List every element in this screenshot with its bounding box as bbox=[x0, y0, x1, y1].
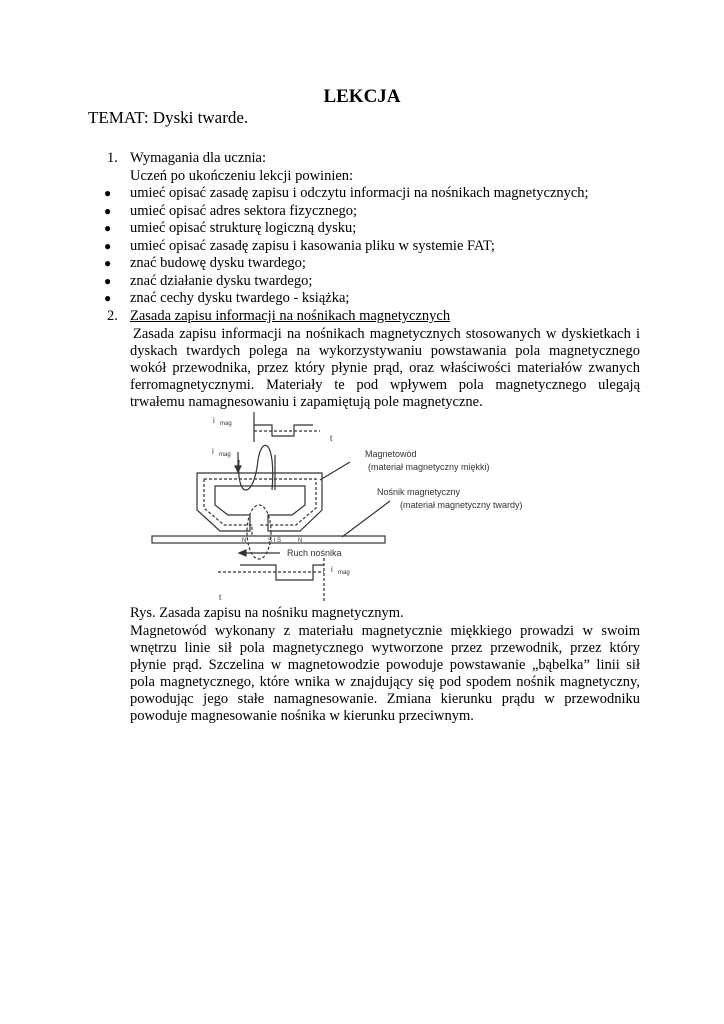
i-label: i bbox=[331, 565, 333, 574]
bullet-icon: ● bbox=[104, 273, 112, 288]
field-bubble bbox=[247, 505, 271, 559]
motion-label: Ruch nośnika bbox=[287, 548, 342, 558]
medium-sublabel: (materiał magnetyczny twardy) bbox=[400, 500, 523, 510]
bullet-icon: ● bbox=[104, 203, 112, 218]
bullet-icon: ● bbox=[104, 221, 112, 235]
pole-label: S I S bbox=[268, 538, 282, 544]
list-item: znać budowę dysku twardego; bbox=[130, 255, 306, 271]
paragraph: Magnetowód wykonany z materiału magnetycznie miękkiego prowadzi w swoim wnętrzu linie sił pola magnetycznego wytworzone przez przewodnik, przez który płynie prąd. Szczelina w magnetowodzie powoduje powstawanie „bąbelka” linii sił pola magnetycznego, które wnika w znajdujący się pod spodem nośnik magnetyczny, powodując jego stałe namagnesowanie. Zmiana kierunku prądu w przewodniku powoduje magnesowanie nośnika w kierunku przeciwnym. bbox=[130, 623, 640, 724]
section-heading: Zasada zapisu informacji na nośnikach magnetycznych bbox=[130, 308, 451, 324]
list-item: znać działanie dysku twardego; bbox=[130, 272, 313, 289]
list-item: umieć opisać adres sektora fizycznego; bbox=[130, 202, 358, 219]
list-number: 1. bbox=[107, 150, 118, 166]
bullet-icon: ● bbox=[104, 291, 112, 305]
list-item: umieć opisać zasadę zapisu i odczytu informacji na nośnikach magnetycznych; bbox=[130, 185, 589, 201]
mag-label: mag bbox=[338, 570, 350, 576]
mag-label: mag bbox=[219, 452, 231, 458]
intro-text: Uczeń po ukończeniu lekcji powinien: bbox=[130, 167, 354, 184]
i-label: i bbox=[212, 447, 214, 456]
bullet-icon: ● bbox=[104, 186, 112, 200]
list-item: umieć opisać zasadę zapisu i kasowania pliku w systemie FAT; bbox=[130, 237, 495, 254]
page-title: LEKCJA bbox=[323, 86, 401, 107]
paragraph: Zasada zapisu informacji na nośnikach magnetycznych stosowanych w dyskietkach i dyskach twardych polega na wykorzystywaniu powstawania pola magnetycznego wokół przewodnika, przez który płynie prąd, oraz właściwości materiałów zwanych ferromagnetycznymi. Materiały te pod wpływem pola magnetycznego ulegają trwałemu namagnesowaniu i zapamiętują pole magnetyczne. bbox=[130, 325, 640, 410]
current-signal-bottom bbox=[240, 565, 324, 580]
core-label: Magnetowód bbox=[365, 449, 417, 459]
i-label: i bbox=[213, 416, 215, 425]
medium-label: Nośnik magnetyczny bbox=[377, 487, 461, 497]
topic-heading: TEMAT: Dyski twarde. bbox=[88, 108, 249, 127]
bullet-icon: ● bbox=[104, 238, 112, 253]
section-heading: Wymagania dla ucznia: bbox=[130, 150, 267, 166]
figure-caption: Rys. Zasada zapisu na nośniku magnetycznym. bbox=[130, 605, 404, 621]
bullet-icon: ● bbox=[104, 256, 112, 270]
list-item: umieć opisać strukturę logiczną dysku; bbox=[130, 220, 357, 236]
pole-label: N bbox=[242, 538, 247, 544]
magnetic-core bbox=[197, 473, 322, 531]
t-label: t bbox=[219, 593, 222, 602]
list-item: znać cechy dysku twardego - książka; bbox=[130, 290, 350, 306]
pole-label: N bbox=[298, 538, 303, 544]
list-number: 2. bbox=[107, 308, 118, 324]
t-label: t bbox=[330, 434, 333, 443]
core-sublabel: (materiał magnetyczny miękki) bbox=[368, 462, 490, 472]
coil-wire bbox=[239, 445, 273, 490]
mag-label: mag bbox=[220, 421, 232, 427]
